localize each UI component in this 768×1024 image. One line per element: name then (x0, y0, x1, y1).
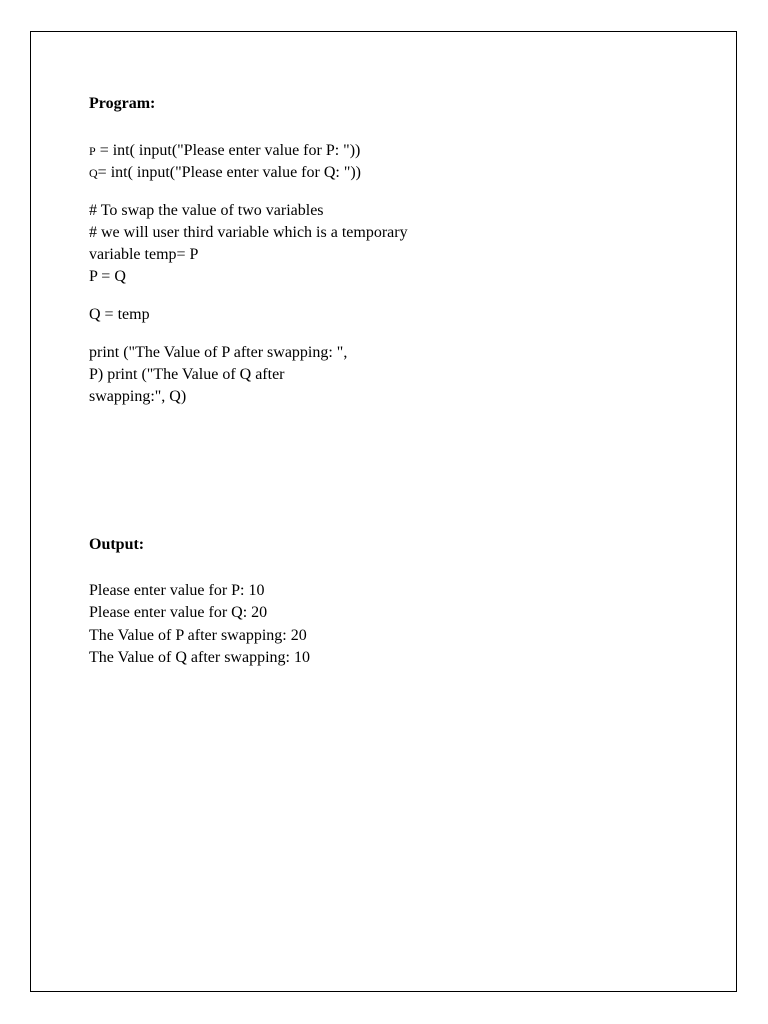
code-line-p-eq-q: P = Q (89, 268, 126, 285)
output-line: Please enter value for P: 10 (89, 582, 265, 599)
output-line: Please enter value for Q: 20 (89, 604, 268, 621)
program-heading: Program: (89, 95, 156, 112)
code-print-line: print ("The Value of P after swapping: ", (89, 344, 348, 361)
code-comment-line: # To swap the value of two variables (89, 202, 324, 219)
var-p: P (89, 144, 96, 158)
code-input-q-rest: = int( input("Please enter value for Q: ")) (97, 164, 362, 181)
output-line: The Value of Q after swapping: 10 (89, 649, 310, 666)
code-line-temp: variable temp= P (89, 246, 199, 263)
code-line-input-p (89, 141, 360, 161)
output-heading: Output: (89, 536, 145, 553)
output-line: The Value of P after swapping: 20 (89, 627, 307, 644)
code-input-p-rest: = int( input("Please enter value for P: ")) (95, 142, 361, 159)
code-comment-line: # we will user third variable which is a temporary (89, 224, 408, 241)
code-line-q-eq-temp: Q = temp (89, 306, 150, 323)
code-print-line: swapping:", Q) (89, 388, 187, 405)
code-print-line: P) print ("The Value of Q after (89, 366, 285, 383)
code-line-input-q (89, 163, 361, 183)
var-q: Q (89, 166, 98, 180)
